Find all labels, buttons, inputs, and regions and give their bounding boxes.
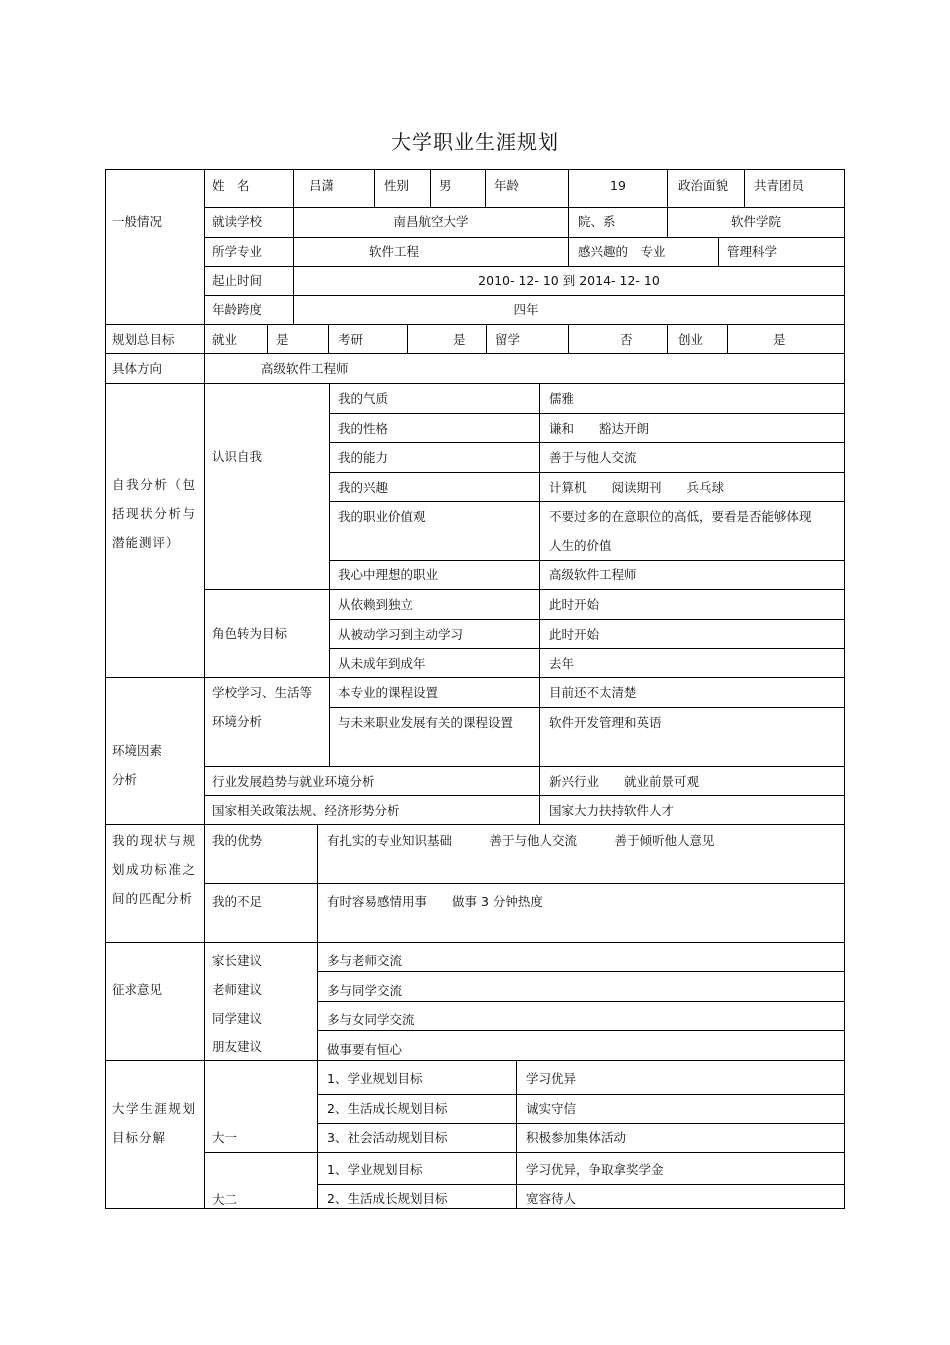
advice-row-key: 老师建议 xyxy=(212,982,263,997)
self-row-key: 我的气质 xyxy=(338,391,389,406)
plan-row-key: 2、生活成长规划目标 xyxy=(327,1191,448,1206)
table-rule xyxy=(328,324,329,354)
plan-row-key: 1、学业规划目标 xyxy=(327,1162,423,1177)
abroad-label: 留学 xyxy=(495,332,521,347)
role-row-value: 此时开始 xyxy=(549,597,600,612)
table-rule xyxy=(204,1152,845,1153)
plan-row-key: 3、社会活动规划目标 xyxy=(327,1130,448,1145)
advantage-value: 有扎实的专业知识基础 善于与他人交流 善于倾听他人意见 xyxy=(327,833,715,848)
plan-label: 大学生涯规划目标分解 xyxy=(112,1101,196,1145)
school-value: 南昌航空大学 xyxy=(393,214,469,229)
env-row-key: 与未来职业发展有关的课程设置 xyxy=(338,715,514,730)
plan-row-value: 学习优异，争取拿奖学金 xyxy=(526,1162,664,1177)
grad-value: 是 xyxy=(453,332,466,347)
gender-value: 男 xyxy=(439,178,452,193)
major-label: 所学专业 xyxy=(212,244,263,259)
plan-row-value: 积极参加集体活动 xyxy=(526,1130,627,1145)
role-row-value: 去年 xyxy=(549,656,575,671)
age-value: 19 xyxy=(610,178,626,193)
table-rule xyxy=(568,207,569,267)
span-label: 年龄跨度 xyxy=(212,302,263,317)
table-rule xyxy=(516,1060,517,1209)
advice-row-value: 做事要有恒心 xyxy=(327,1042,403,1057)
env-row-key: 本专业的课程设置 xyxy=(338,685,439,700)
table-rule xyxy=(667,324,668,354)
role-row-value: 此时开始 xyxy=(549,627,600,642)
table-rule xyxy=(105,824,845,825)
table-rule xyxy=(329,472,845,473)
name-label: 姓 名 xyxy=(212,178,250,193)
plan-row-value: 诚实守信 xyxy=(526,1101,577,1116)
year2-label: 大二 xyxy=(212,1192,238,1207)
self-row-value: 不要过多的在意职位的高低，要看是否能够体现人生的价值 xyxy=(549,509,812,553)
advantage-label: 我的优势 xyxy=(212,833,263,848)
table-rule xyxy=(204,207,845,208)
self-row-value: 高级软件工程师 xyxy=(549,567,637,582)
dept-label: 院、系 xyxy=(578,214,616,229)
gender-label: 性别 xyxy=(384,178,410,193)
table-rule xyxy=(486,324,487,354)
table-rule xyxy=(105,1208,845,1209)
table-rule xyxy=(204,169,205,1209)
table-rule xyxy=(105,383,845,384)
table-rule xyxy=(329,648,845,649)
table-rule xyxy=(204,883,845,884)
table-rule xyxy=(204,795,845,796)
role-row-key: 从未成年到成年 xyxy=(338,656,426,671)
role-row-key: 从依赖到独立 xyxy=(338,597,414,612)
name-value: 吕潇 xyxy=(309,178,335,193)
table-rule xyxy=(727,324,728,354)
industry-label: 行业发展趋势与就业环境分析 xyxy=(212,774,375,789)
table-rule xyxy=(204,766,845,767)
table-rule xyxy=(204,295,845,296)
weakness-label: 我的不足 xyxy=(212,894,263,909)
plan-row-key: 1、学业规划目标 xyxy=(327,1071,423,1086)
advice-row-key: 同学建议 xyxy=(212,1011,263,1026)
table-rule xyxy=(317,1060,318,1209)
env-label: 环境因素分析 xyxy=(112,743,163,787)
self-row-key: 我的职业价值观 xyxy=(338,509,426,524)
interest-label: 感兴趣的 专业 xyxy=(578,244,666,259)
industry-value: 新兴行业 就业前景可观 xyxy=(549,774,700,789)
match-label: 我的现状与规划成功标准之间的匹配分析 xyxy=(112,833,196,906)
self-row-key: 我的兴趣 xyxy=(338,480,389,495)
table-rule xyxy=(317,971,845,972)
table-rule xyxy=(317,1123,845,1124)
self-analysis-label: 自我分析（包括现状分析与潜能测评） xyxy=(112,477,196,550)
table-rule xyxy=(317,1001,845,1002)
table-rule xyxy=(844,169,845,1209)
policy-label: 国家相关政策法规、经济形势分析 xyxy=(212,803,400,818)
advice-row-key: 朋友建议 xyxy=(212,1039,263,1054)
self-row-value: 谦和 豁达开朗 xyxy=(549,421,650,436)
direction-value: 高级软件工程师 xyxy=(261,361,349,376)
table-rule xyxy=(667,169,668,208)
period-label: 起止时间 xyxy=(212,273,263,288)
advice-row-value: 多与女同学交流 xyxy=(327,1012,415,1027)
period-value: 2010- 12- 10 到 2014- 12- 10 xyxy=(478,273,660,288)
table-rule xyxy=(105,353,845,354)
table-rule xyxy=(105,169,106,1209)
table-rule xyxy=(718,237,719,267)
table-rule xyxy=(105,1060,845,1061)
table-rule xyxy=(204,589,845,590)
direction-label: 具体方向 xyxy=(112,361,163,376)
policy-value: 国家大力扶持软件人才 xyxy=(549,803,675,818)
table-rule xyxy=(329,413,845,414)
major-value: 软件工程 xyxy=(368,244,419,259)
table-rule xyxy=(374,169,375,208)
year1-label: 大一 xyxy=(212,1130,238,1145)
self-row-key: 我心中理想的职业 xyxy=(338,567,439,582)
role-label: 角色转为目标 xyxy=(212,626,288,641)
table-rule xyxy=(539,677,540,825)
age-label: 年龄 xyxy=(494,178,520,193)
env-row-value: 软件开发管理和英语 xyxy=(549,715,662,730)
span-value: 四年 xyxy=(513,302,539,317)
table-rule xyxy=(317,1184,845,1185)
employ-value: 是 xyxy=(276,332,289,347)
table-rule xyxy=(407,324,408,354)
table-rule xyxy=(267,324,268,354)
self-row-key: 我的性格 xyxy=(338,421,389,436)
know-self-label: 认识自我 xyxy=(212,449,263,464)
grad-label: 考研 xyxy=(338,332,364,347)
advice-row-value: 多与老师交流 xyxy=(327,953,403,968)
plan-row-value: 学习优异 xyxy=(526,1071,577,1086)
table-rule xyxy=(329,619,845,620)
table-rule xyxy=(329,560,845,561)
self-row-key: 我的能力 xyxy=(338,450,389,465)
school-label: 就读学校 xyxy=(212,214,263,229)
school-env-label: 学校学习、生活等环境分析 xyxy=(212,685,313,729)
table-rule xyxy=(329,383,330,678)
advice-row-key: 家长建议 xyxy=(212,953,263,968)
plan-row-key: 2、生活成长规划目标 xyxy=(327,1101,448,1116)
table-rule xyxy=(204,237,845,238)
interest-value: 管理科学 xyxy=(727,244,778,259)
startup-label: 创业 xyxy=(678,332,704,347)
self-row-value: 儒雅 xyxy=(549,391,575,406)
abroad-value: 否 xyxy=(620,332,633,347)
page-title: 大学职业生涯规划 xyxy=(391,130,559,154)
political-label: 政治面貌 xyxy=(678,178,729,193)
plan-row-value: 宽容待人 xyxy=(526,1191,577,1206)
weakness-value: 有时容易感情用事 做事 3 分钟热度 xyxy=(327,894,543,909)
dept-value: 软件学院 xyxy=(730,214,781,229)
startup-value: 是 xyxy=(773,332,786,347)
table-rule xyxy=(485,169,486,208)
section-general-label: 一般情况 xyxy=(112,214,163,229)
table-rule xyxy=(204,266,845,267)
table-rule xyxy=(105,324,845,325)
table-rule xyxy=(430,169,431,208)
table-rule xyxy=(105,942,845,943)
table-rule xyxy=(317,1030,845,1031)
table-rule xyxy=(105,169,845,170)
self-row-value: 善于与他人交流 xyxy=(549,450,637,465)
role-row-key: 从被动学习到主动学习 xyxy=(338,627,464,642)
goal-label: 规划总目标 xyxy=(112,332,175,347)
table-rule xyxy=(317,1094,845,1095)
advice-row-value: 多与同学交流 xyxy=(327,983,403,998)
table-rule xyxy=(539,383,540,678)
table-rule xyxy=(329,677,330,766)
advice-label: 征求意见 xyxy=(112,982,163,997)
table-rule xyxy=(568,324,569,354)
env-row-value: 目前还不太清楚 xyxy=(549,685,637,700)
table-rule xyxy=(744,169,745,208)
employ-label: 就业 xyxy=(212,332,238,347)
table-rule xyxy=(329,442,845,443)
political-value: 共青团员 xyxy=(754,178,805,193)
self-row-value: 计算机 阅读期刊 兵乓球 xyxy=(549,480,725,495)
